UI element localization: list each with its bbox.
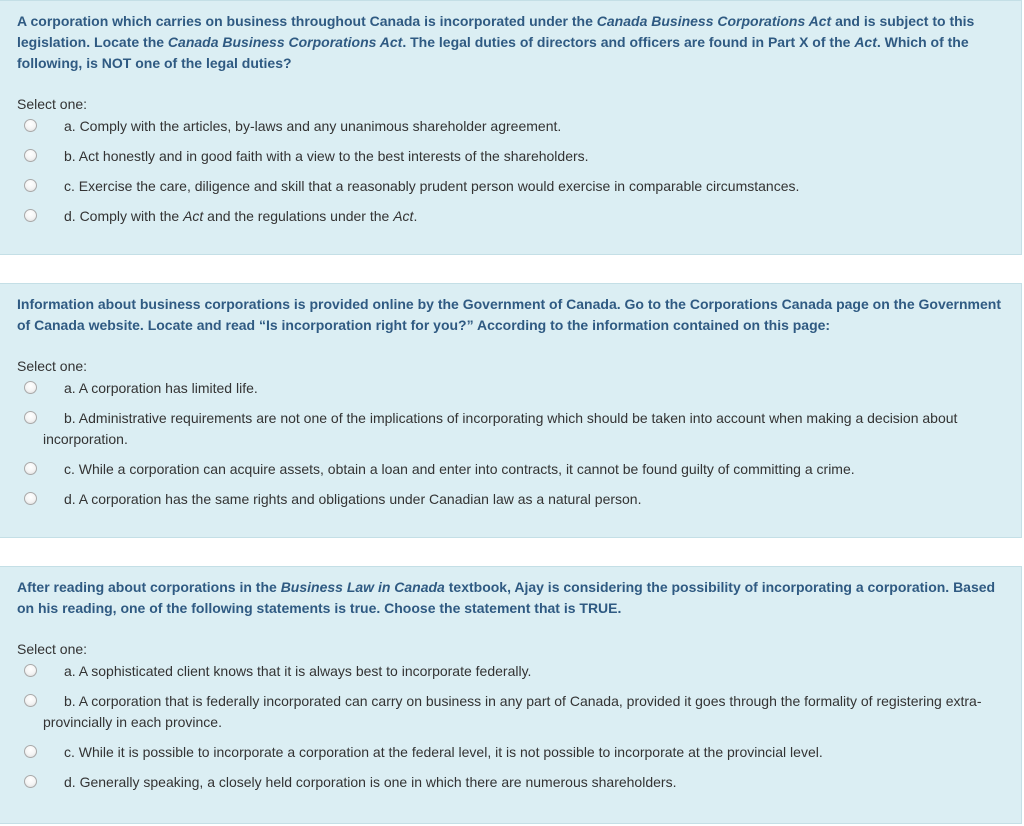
- question-text-3: After reading about corporations in the Business Law in Canada textbook, Ajay is considering the possibility of incorporating a corporation. Based on his reading, one of the following statements is true. Choose the statement that is TRUE.: [17, 579, 996, 616]
- question-card-3: [0, 566, 1022, 824]
- radio-button[interactable]: [24, 462, 37, 475]
- answer-option-a[interactable]: [17, 661, 1021, 682]
- answer-option-a[interactable]: [17, 116, 1021, 137]
- radio-button[interactable]: [24, 381, 37, 394]
- option-label: c. While a corporation can acquire assets, obtain a loan and enter into contracts, it cannot be found guilty of committing a crime.: [64, 461, 855, 477]
- option-label: b. A corporation that is federally incorporated can carry on business in any part of Canada, provided it goes through the formality of registering extra-provincially in each province.: [43, 693, 982, 730]
- answer-option-c[interactable]: [17, 742, 1021, 763]
- option-label: b. Act honestly and in good faith with a view to the best interests of the shareholders.: [64, 148, 589, 164]
- radio-button[interactable]: [24, 119, 37, 132]
- option-label: a. A corporation has limited life.: [64, 380, 258, 396]
- answer-option-b[interactable]: [17, 691, 1021, 733]
- radio-button[interactable]: [24, 775, 37, 788]
- select-one-label: Select one:: [17, 641, 88, 657]
- select-one-label: Select one:: [17, 96, 88, 112]
- option-label: c. Exercise the care, diligence and skill that a reasonably prudent person would exercise in comparable circumstances.: [64, 178, 800, 194]
- question-card-2: [0, 283, 1022, 538]
- radio-button[interactable]: [24, 745, 37, 758]
- answer-option-b[interactable]: [17, 408, 1021, 450]
- question-card-1: [0, 0, 1022, 255]
- option-label: d. A corporation has the same rights and obligations under Canadian law as a natural person.: [64, 491, 642, 507]
- question-text-2: Information about business corporations is provided online by the Government of Canada. Go to the Corporations Canada page on the Government of Canada website. Locate and read “Is incorporation right for you?” According to the information contained on this page:: [17, 296, 1001, 333]
- option-label: a. Comply with the articles, by-laws and any unanimous shareholder agreement.: [64, 118, 562, 134]
- answer-option-b[interactable]: [17, 146, 1021, 167]
- select-one-label: Select one:: [17, 358, 88, 374]
- answer-option-c[interactable]: [17, 176, 1021, 197]
- option-label: c. While it is possible to incorporate a corporation at the federal level, it is not possible to incorporate at the provincial level.: [64, 744, 823, 760]
- radio-button[interactable]: [24, 209, 37, 222]
- answer-option-c[interactable]: [17, 459, 1021, 480]
- radio-button[interactable]: [24, 149, 37, 162]
- answer-option-d[interactable]: [17, 772, 1021, 793]
- option-label: b. Administrative requirements are not one of the implications of incorporating which should be taken into account when making a decision about incorporation.: [43, 410, 958, 447]
- option-label: a. A sophisticated client knows that it is always best to incorporate federally.: [64, 663, 532, 679]
- option-label: d. Comply with the Act and the regulations under the Act.: [64, 208, 418, 224]
- radio-button[interactable]: [24, 694, 37, 707]
- question-text-1: A corporation which carries on business throughout Canada is incorporated under the Canada Business Corporations Act and is subject to this legislation. Locate the Canada Business Corporations Act. The legal duties of directors and officers are found in Part X of the Act. Which of the following, is NOT one of the legal duties?: [17, 13, 975, 71]
- radio-button[interactable]: [24, 411, 37, 424]
- answer-option-d[interactable]: [17, 206, 1021, 227]
- radio-button[interactable]: [24, 664, 37, 677]
- answer-option-a[interactable]: [17, 378, 1021, 399]
- radio-button[interactable]: [24, 492, 37, 505]
- option-label: d. Generally speaking, a closely held corporation is one in which there are numerous shareholders.: [64, 774, 677, 790]
- radio-button[interactable]: [24, 179, 37, 192]
- answer-option-d[interactable]: [17, 489, 1021, 510]
